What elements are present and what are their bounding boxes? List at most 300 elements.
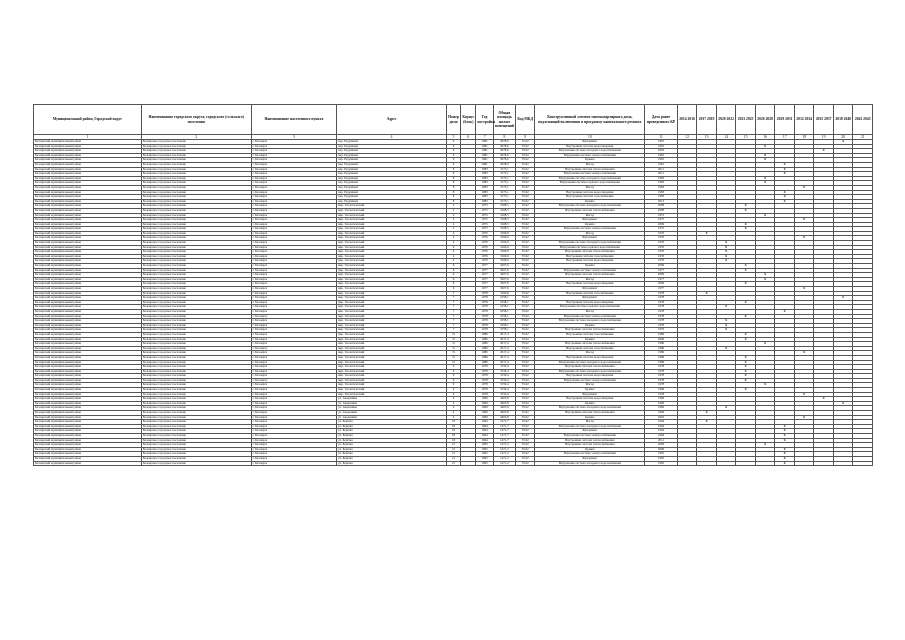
settlement-cell: Белоярское городское поселение xyxy=(141,273,251,278)
mkd-code-cell: 35.02 xyxy=(516,452,535,457)
house-number-cell: 7 xyxy=(446,300,460,305)
house-number-cell: 8 xyxy=(446,199,460,204)
mkd-code-cell: 35.02 xyxy=(516,264,535,269)
address-cell: мкр. Геологический xyxy=(337,268,447,273)
house-number-cell: 4 xyxy=(446,254,460,259)
mkd-code-cell: 35.02 xyxy=(516,277,535,282)
settlement-cell: Белоярское городское поселение xyxy=(141,305,251,310)
mkd-code-cell: 35.02 xyxy=(516,319,535,324)
address-cell: мкр. Геологический xyxy=(337,365,447,370)
previous-repair-date-cell: 1977 xyxy=(645,268,678,273)
previous-repair-date-cell: 1981 xyxy=(645,158,678,163)
element-cell: Внутренняя система электроснабжения xyxy=(535,378,645,383)
district-cell: Белоярский муниципальный район xyxy=(34,181,142,186)
element-cell: Внутренняя система холодного водоснабжения xyxy=(535,406,645,411)
settlement-cell: Белоярское городское поселение xyxy=(141,369,251,374)
address-cell: ул. Берёзка xyxy=(337,420,447,425)
previous-repair-date-cell: 1964 xyxy=(645,420,678,425)
settlement-cell: Белоярское городское поселение xyxy=(141,346,251,351)
district-cell: Белоярский муниципальный район xyxy=(34,351,142,356)
mkd-code-cell: 35.02 xyxy=(516,195,535,200)
previous-repair-date-cell: 1986 xyxy=(645,360,678,365)
build-year-cell: 1983 xyxy=(476,190,493,195)
settlement-cell: Белоярское городское поселение xyxy=(141,342,251,347)
repair-period-mark: X xyxy=(755,443,775,448)
address-cell: пер. Радужный xyxy=(337,181,447,186)
locality-cell: г. Белоярск xyxy=(251,213,336,218)
element-cell: Фундамент xyxy=(535,429,645,434)
area-cell: 3159,4 xyxy=(493,388,515,393)
address-cell: мкр. Геологический xyxy=(337,222,447,227)
build-year-cell: 1978 xyxy=(476,383,493,388)
repair-period-mark: X xyxy=(736,314,756,319)
previous-repair-date-cell: 2008 xyxy=(645,204,678,209)
address-cell: ул. Берёзка xyxy=(337,461,447,466)
mkd-code-cell: 35.02 xyxy=(516,254,535,259)
element-cell: Фасад xyxy=(535,383,645,388)
mkd-code-cell: 35.02 xyxy=(516,287,535,292)
previous-repair-date-cell: 1986 xyxy=(645,351,678,356)
locality-cell: г. Белоярск xyxy=(251,181,336,186)
previous-repair-date-cell: 2011 xyxy=(645,172,678,177)
build-year-cell: 1976 xyxy=(476,250,493,255)
settlement-cell: Белоярское городское поселение xyxy=(141,185,251,190)
element-cell: Фасад xyxy=(535,351,645,356)
house-number-cell: 18 xyxy=(446,429,460,434)
build-year-cell: 1986 xyxy=(476,332,493,337)
locality-cell: г. Белоярск xyxy=(251,319,336,324)
address-cell: мкр. Геологический xyxy=(337,346,447,351)
area-cell: 3108,5 xyxy=(493,222,515,227)
mkd-code-cell: 35.02 xyxy=(516,185,535,190)
build-year-cell: 1978 xyxy=(476,388,493,393)
element-cell: Внутренняя система водоотведения xyxy=(535,190,645,195)
element-cell: Внутренняя система газоснабжения xyxy=(535,346,645,351)
previous-repair-date-cell: 2011 xyxy=(645,167,678,172)
build-year-cell: 1981 xyxy=(476,162,493,167)
address-cell: ул. Берёзка xyxy=(337,429,447,434)
column-number-13: 13 xyxy=(697,135,717,140)
address-cell: мкр. Геологический xyxy=(337,374,447,379)
settlement-cell: Белоярское городское поселение xyxy=(141,401,251,406)
build-year-cell: 1975 xyxy=(476,218,493,223)
locality-cell: г. Белоярск xyxy=(251,314,336,319)
locality-cell: г. Белоярск xyxy=(251,392,336,397)
address-cell: мкр. Геологический xyxy=(337,351,447,356)
district-cell: Белоярский муниципальный район xyxy=(34,355,142,360)
address-cell: ул. Академика xyxy=(337,406,447,411)
column-number-10: 10 xyxy=(535,135,645,140)
repair-period-mark: X xyxy=(794,392,814,397)
element-cell: Крыша xyxy=(535,264,645,269)
mkd-code-cell: 35.02 xyxy=(516,374,535,379)
address-cell: ул. Берёзка xyxy=(337,447,447,452)
previous-repair-date-cell: 1983 xyxy=(645,185,678,190)
period-cell-21 xyxy=(853,461,873,466)
locality-cell: г. Белоярск xyxy=(251,328,336,333)
district-cell: Белоярский муниципальный район xyxy=(34,383,142,388)
mkd-code-cell: 35.02 xyxy=(516,397,535,402)
column-header-4: Адрес xyxy=(337,105,447,135)
locality-cell: г. Белоярск xyxy=(251,300,336,305)
address-cell: мкр. Геологический xyxy=(337,369,447,374)
address-cell: пер. Радужный xyxy=(337,190,447,195)
locality-cell: г. Белоярск xyxy=(251,245,336,250)
area-cell: 3207,6 xyxy=(493,264,515,269)
previous-repair-date-cell: 2002 xyxy=(645,415,678,420)
address-cell: мкр. Геологический xyxy=(337,383,447,388)
column-number-14: 14 xyxy=(716,135,736,140)
area-cell: 1471,7 xyxy=(493,434,515,439)
column-header-1: Муниципальный район, Городской округ xyxy=(34,105,142,135)
period-cell-12 xyxy=(677,461,697,466)
period-cell-18 xyxy=(794,461,814,466)
settlement-cell: Белоярское городское поселение xyxy=(141,328,251,333)
build-year-cell: 1983 xyxy=(476,185,493,190)
element-cell: Внутренняя система электроснабжения xyxy=(535,434,645,439)
mkd-code-cell: 35.02 xyxy=(516,411,535,416)
mkd-code-cell: 35.02 xyxy=(516,250,535,255)
mkd-code-cell: 35.02 xyxy=(516,231,535,236)
locality-cell: г. Белоярск xyxy=(251,424,336,429)
element-cell: Внутренняя система холодного водоснабжения xyxy=(535,461,645,466)
previous-repair-date-cell: 2009 xyxy=(645,273,678,278)
element-cell: Внутренняя система электроснабжения xyxy=(535,172,645,177)
build-year-cell: 1975 xyxy=(476,208,493,213)
mkd-code-cell: 35.02 xyxy=(516,337,535,342)
repair-period-mark: X xyxy=(755,144,775,149)
column-number-17: 17 xyxy=(775,135,795,140)
settlement-cell: Белоярское городское поселение xyxy=(141,452,251,457)
repair-period-mark: X xyxy=(814,397,834,402)
mkd-code-cell: 35.02 xyxy=(516,241,535,246)
repair-period-mark: X xyxy=(736,369,756,374)
build-year-cell: 1977 xyxy=(476,277,493,282)
house-number-cell: 9 xyxy=(446,369,460,374)
district-cell: Белоярский муниципальный район xyxy=(34,420,142,425)
area-cell: 1471,2 xyxy=(493,456,515,461)
house-number-cell: 7а xyxy=(446,332,460,337)
locality-cell: г. Белоярск xyxy=(251,158,336,163)
settlement-cell: Белоярское городское поселение xyxy=(141,309,251,314)
district-cell: Белоярский муниципальный район xyxy=(34,153,142,158)
locality-cell: г. Белоярск xyxy=(251,199,336,204)
area-cell: 2017,4 xyxy=(493,351,515,356)
mkd-code-cell: 35.02 xyxy=(516,328,535,333)
district-cell: Белоярский муниципальный район xyxy=(34,162,142,167)
address-cell: мкр. Геологический xyxy=(337,388,447,393)
district-cell: Белоярский муниципальный район xyxy=(34,300,142,305)
column-number-19: 19 xyxy=(814,135,834,140)
mkd-code-cell: 35.02 xyxy=(516,282,535,287)
locality-cell: г. Белоярск xyxy=(251,434,336,439)
house-number-cell: 4 xyxy=(446,406,460,411)
house-number-cell: 7а xyxy=(446,351,460,356)
house-number-cell: 7 xyxy=(446,309,460,314)
repair-period-mark: X xyxy=(833,401,853,406)
house-number-cell: 7а xyxy=(446,355,460,360)
house-number-cell: 8 xyxy=(446,176,460,181)
settlement-cell: Белоярское городское поселение xyxy=(141,245,251,250)
district-cell: Белоярский муниципальный район xyxy=(34,411,142,416)
mkd-code-cell: 35.02 xyxy=(516,236,535,241)
build-year-cell: 1965 xyxy=(476,456,493,461)
mkd-code-cell: 35.02 xyxy=(516,181,535,186)
capital-repair-table xyxy=(33,104,873,466)
district-cell: Белоярский муниципальный район xyxy=(34,254,142,259)
element-cell: Внутренняя система водоотведения xyxy=(535,259,645,264)
element-cell: Внутренняя система газоснабжения xyxy=(535,254,645,259)
element-cell: Фундамент xyxy=(535,296,645,301)
repair-period-mark: X xyxy=(775,434,795,439)
district-cell: Белоярский муниципальный район xyxy=(34,287,142,292)
area-cell: 3207,6 xyxy=(493,287,515,292)
settlement-cell: Белоярское городское поселение xyxy=(141,227,251,232)
settlement-cell: Белоярское городское поселение xyxy=(141,162,251,167)
previous-repair-date-cell: 1983 xyxy=(645,195,678,200)
locality-cell: г. Белоярск xyxy=(251,296,336,301)
area-cell: 3108,5 xyxy=(493,218,515,223)
address-cell: мкр. Геологический xyxy=(337,305,447,310)
previous-repair-date-cell: 2013 xyxy=(645,199,678,204)
area-cell: 3207,6 xyxy=(493,268,515,273)
build-year-cell: 1978 xyxy=(476,328,493,333)
column-number-16: 16 xyxy=(755,135,775,140)
mkd-code-cell: 35.02 xyxy=(516,420,535,425)
district-cell: Белоярский муниципальный район xyxy=(34,277,142,282)
build-year-cell: 1983 xyxy=(476,181,493,186)
column-header-12: 2014 2016 xyxy=(677,105,697,135)
address-cell: мкр. Геологический xyxy=(337,300,447,305)
build-year-cell: 1978 xyxy=(476,296,493,301)
settlement-cell: Белоярское городское поселение xyxy=(141,264,251,269)
area-cell: 3166,9 xyxy=(493,231,515,236)
locality-cell: г. Белоярск xyxy=(251,268,336,273)
build-year-cell: 1983 xyxy=(476,199,493,204)
repair-period-mark: X xyxy=(736,282,756,287)
element-cell: Крыша xyxy=(535,199,645,204)
settlement-cell: Белоярское городское поселение xyxy=(141,360,251,365)
address-cell: мкр. Геологический xyxy=(337,264,447,269)
locality-cell: г. Белоярск xyxy=(251,411,336,416)
mkd-code-cell: 35.02 xyxy=(516,213,535,218)
column-header-14: 2020 2022 xyxy=(716,105,736,135)
district-cell: Белоярский муниципальный район xyxy=(34,397,142,402)
build-year-cell: 1977 xyxy=(476,264,493,269)
repair-period-mark: X xyxy=(736,355,756,360)
house-number-cell: 4 xyxy=(446,411,460,416)
district-cell: Белоярский муниципальный район xyxy=(34,456,142,461)
build-year-cell: 1978 xyxy=(476,300,493,305)
mkd-code-cell: 35.02 xyxy=(516,323,535,328)
build-year-cell: 1969 xyxy=(476,415,493,420)
house-number-cell: 2 xyxy=(446,227,460,232)
mkd-code-cell: 35.02 xyxy=(516,259,535,264)
area-cell: 3108,5 xyxy=(493,213,515,218)
mkd-code-cell: 35.02 xyxy=(516,218,535,223)
column-header-17: 2029 2031 xyxy=(775,105,795,135)
column-header-7: Год постройки xyxy=(476,105,493,135)
build-year-cell: 1977 xyxy=(476,273,493,278)
house-number-cell: 7 xyxy=(446,319,460,324)
build-year-cell: 1969 xyxy=(476,406,493,411)
build-year-cell: 1977 xyxy=(476,287,493,292)
house-number-cell: 21 xyxy=(446,452,460,457)
settlement-cell: Белоярское городское поселение xyxy=(141,190,251,195)
area-cell: 3160,8 xyxy=(493,291,515,296)
build-year-cell: 1964 xyxy=(476,429,493,434)
build-year-cell: 1965 xyxy=(476,443,493,448)
house-number-cell: 7а xyxy=(446,337,460,342)
district-cell: Белоярский муниципальный район xyxy=(34,401,142,406)
area-cell: 3159,4 xyxy=(493,392,515,397)
settlement-cell: Белоярское городское поселение xyxy=(141,434,251,439)
house-number-cell: 7 xyxy=(446,328,460,333)
address-cell: мкр. Геологический xyxy=(337,277,447,282)
mkd-code-cell: 35.02 xyxy=(516,222,535,227)
repair-period-mark: X xyxy=(794,415,814,420)
previous-repair-date-cell: 1964 xyxy=(645,429,678,434)
area-cell: 1058,1 xyxy=(493,314,515,319)
build-year-cell: 1964 xyxy=(476,424,493,429)
settlement-cell: Белоярское городское поселение xyxy=(141,140,251,145)
repair-period-mark: X xyxy=(755,158,775,163)
district-cell: Белоярский муниципальный район xyxy=(34,158,142,163)
capital-repair-table-sheet xyxy=(33,104,873,466)
address-cell: мкр. Геологический xyxy=(337,236,447,241)
house-number-cell: 4 xyxy=(446,231,460,236)
build-year-cell: 1978 xyxy=(476,392,493,397)
previous-repair-date-cell: 1986 xyxy=(645,332,678,337)
mkd-code-cell: 35.02 xyxy=(516,245,535,250)
previous-repair-date-cell: 1981 xyxy=(645,153,678,158)
locality-cell: г. Белоярск xyxy=(251,162,336,167)
address-cell: пер. Радужный xyxy=(337,153,447,158)
district-cell: Белоярский муниципальный район xyxy=(34,227,142,232)
mkd-code-cell: 35.02 xyxy=(516,388,535,393)
repair-period-mark: X xyxy=(755,181,775,186)
settlement-cell: Белоярское городское поселение xyxy=(141,282,251,287)
build-year-cell: 1976 xyxy=(476,236,493,241)
build-year-cell: 1983 xyxy=(476,167,493,172)
locality-cell: г. Белоярск xyxy=(251,369,336,374)
address-cell: мкр. Геологический xyxy=(337,360,447,365)
address-cell: ул. Академика xyxy=(337,397,447,402)
locality-cell: г. Белоярск xyxy=(251,250,336,255)
element-cell: Внутренняя система холодного водоснабжения xyxy=(535,176,645,181)
house-number-cell: 18 xyxy=(446,420,460,425)
locality-cell: г. Белоярск xyxy=(251,277,336,282)
build-year-cell: 1983 xyxy=(476,172,493,177)
address-cell: ул. Берёзка xyxy=(337,434,447,439)
area-cell: 1471,7 xyxy=(493,420,515,425)
repair-period-mark: X xyxy=(755,342,775,347)
district-cell: Белоярский муниципальный район xyxy=(34,438,142,443)
build-year-cell: 1978 xyxy=(476,319,493,324)
area-cell: 2017,4 xyxy=(493,337,515,342)
area-cell: 2678,6 xyxy=(493,149,515,154)
repair-period-mark: X xyxy=(794,287,814,292)
mkd-code-cell: 35.02 xyxy=(516,199,535,204)
settlement-cell: Белоярское городское поселение xyxy=(141,158,251,163)
address-cell: мкр. Геологический xyxy=(337,213,447,218)
element-cell: Фундамент xyxy=(535,140,645,145)
previous-repair-date-cell: 1977 xyxy=(645,287,678,292)
district-cell: Белоярский муниципальный район xyxy=(34,443,142,448)
repair-period-mark: X xyxy=(775,309,795,314)
element-cell: Внутренняя система электроснабжения xyxy=(535,153,645,158)
period-cell-19 xyxy=(814,461,834,466)
column-number-9: 9 xyxy=(516,135,535,140)
column-number-11: 11 xyxy=(645,135,678,140)
locality-cell: г. Белоярск xyxy=(251,140,336,145)
element-cell: Внутренняя система теплоснабжения xyxy=(535,273,645,278)
address-cell: мкр. Геологический xyxy=(337,355,447,360)
settlement-cell: Белоярское городское поселение xyxy=(141,438,251,443)
district-cell: Белоярский муниципальный район xyxy=(34,309,142,314)
locality-cell: г. Белоярск xyxy=(251,305,336,310)
previous-repair-date-cell: 1969 xyxy=(645,401,678,406)
locality-cell: г. Белоярск xyxy=(251,185,336,190)
settlement-cell: Белоярское городское поселение xyxy=(141,144,251,149)
repair-period-mark: X xyxy=(697,231,717,236)
repair-period-mark: X xyxy=(775,461,795,466)
element-cell: Крыша xyxy=(535,337,645,342)
district-cell: Белоярский муниципальный район xyxy=(34,332,142,337)
previous-repair-date-cell: 1978 xyxy=(645,305,678,310)
house-number-cell: 4 xyxy=(446,401,460,406)
element-cell: Внутренняя система теплоснабжения xyxy=(535,208,645,213)
mkd-code-cell: 35.02 xyxy=(516,149,535,154)
locality-cell: г. Белоярск xyxy=(251,461,336,466)
address-cell: мкр. Геологический xyxy=(337,287,447,292)
locality-cell: г. Белоярск xyxy=(251,420,336,425)
locality-cell: г. Белоярск xyxy=(251,374,336,379)
column-header-3: Наименование населенного пункта xyxy=(251,105,336,135)
house-number-cell: 9 xyxy=(446,388,460,393)
mkd-code-cell: 35.02 xyxy=(516,162,535,167)
previous-repair-date-cell: 1976 xyxy=(645,259,678,264)
house-number-cell: 2 xyxy=(446,222,460,227)
address-cell: мкр. Геологический xyxy=(337,314,447,319)
column-header-8: Общая площадь жилых помещений xyxy=(493,105,515,135)
previous-repair-date-cell: 1965 xyxy=(645,461,678,466)
column-number-2: 2 xyxy=(141,135,251,140)
build-year-cell: 1964 xyxy=(476,438,493,443)
area-cell: 1471,2 xyxy=(493,443,515,448)
build-year-cell: 1978 xyxy=(476,314,493,319)
mkd-code-cell: 35.02 xyxy=(516,401,535,406)
build-year-cell: 1976 xyxy=(476,241,493,246)
locality-cell: г. Белоярск xyxy=(251,287,336,292)
locality-cell: г. Белоярск xyxy=(251,415,336,420)
element-cell: Фасад xyxy=(535,185,645,190)
element-cell: Внутренняя система водоотведения xyxy=(535,397,645,402)
previous-repair-date-cell: 1976 xyxy=(645,250,678,255)
build-year-cell: 1975 xyxy=(476,227,493,232)
district-cell: Белоярский муниципальный район xyxy=(34,199,142,204)
previous-repair-date-cell: 1986 xyxy=(645,342,678,347)
previous-repair-date-cell: 1983 xyxy=(645,181,678,186)
house-number-cell: 21 xyxy=(446,461,460,466)
address-cell: мкр. Геологический xyxy=(337,319,447,324)
mkd-code-cell: 35.02 xyxy=(516,176,535,181)
build-year-cell: 1977 xyxy=(476,268,493,273)
build-year-cell: 1986 xyxy=(476,342,493,347)
build-year-cell: 1964 xyxy=(476,434,493,439)
settlement-cell: Белоярское городское поселение xyxy=(141,443,251,448)
settlement-cell: Белоярское городское поселение xyxy=(141,337,251,342)
